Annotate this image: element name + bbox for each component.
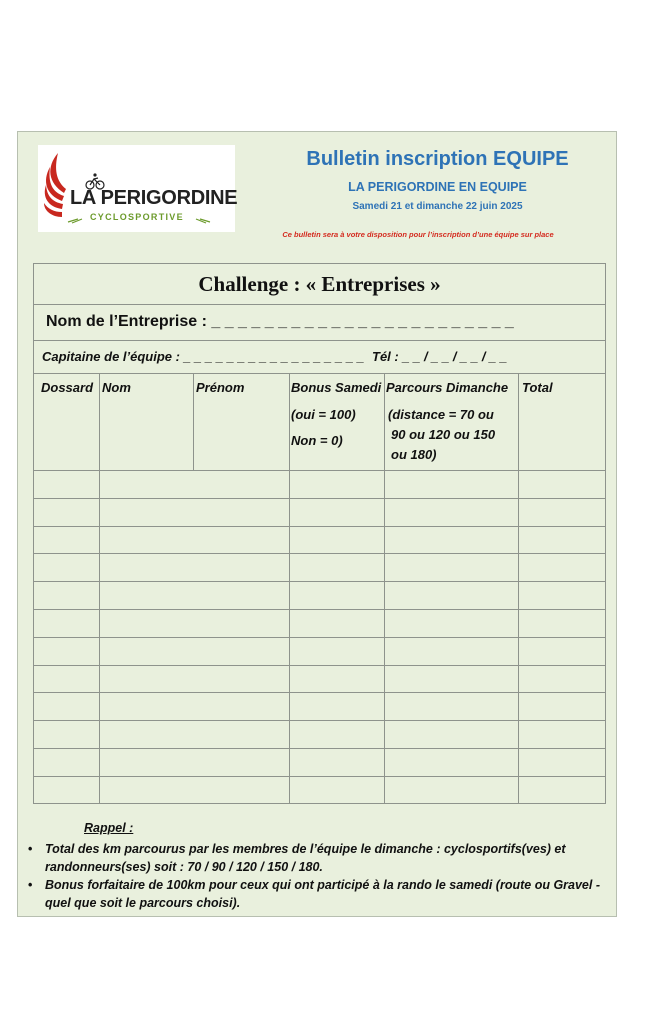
event-dates: Samedi 21 et dimanche 22 juin 2025 (352, 201, 523, 212)
table-row[interactable] (34, 776, 605, 777)
reminder-text: Total des km parcourus par les membres de l’équipe le dimanche : cyclosportifs(ves) et randonneurs(ses) soit : 70 / 90 / 120 / 150 / 180. (45, 842, 566, 874)
table-row[interactable] (34, 553, 605, 554)
table-row[interactable] (34, 609, 605, 610)
perigordine-logo (38, 145, 238, 232)
header-nom: Nom (102, 380, 131, 395)
col-divider (193, 373, 194, 470)
header-bonus-samedi: Bonus Samedi (291, 380, 382, 395)
bullet-icon: • (28, 842, 33, 856)
captain-field[interactable]: Capitaine de l’équipe : _ _ _ _ _ _ _ _ _ _ _ _ _ _ _ _ _ (42, 349, 365, 364)
header-dossard: Dossard (41, 380, 94, 395)
team-registration-form (33, 263, 606, 804)
col-divider (384, 373, 385, 803)
table-row[interactable] (34, 470, 605, 471)
table-row[interactable] (34, 526, 605, 527)
logo-subtitle: CYCLOSPORTIVE (90, 212, 184, 222)
table-row[interactable] (34, 581, 605, 582)
reminder-list (28, 840, 613, 912)
page-title: Bulletin inscription EQUIPE (306, 148, 569, 170)
event-name: LA PERIGORDINE EN EQUIPE (348, 180, 527, 194)
header-bonus-non: Non = 0) (291, 433, 343, 448)
reminder-title: Rappel : (84, 821, 134, 835)
challenge-title: Challenge : « Entreprises » (34, 264, 605, 305)
col-divider (99, 373, 100, 803)
phone-field[interactable]: Tél : _ _ / _ _ / _ _ / _ _ (372, 349, 508, 364)
header-parcours-line1: (distance = 70 ou (388, 407, 494, 422)
header-parcours-line3: ou 180) (391, 447, 437, 462)
header-total: Total (522, 380, 553, 395)
bullet-icon: • (28, 878, 33, 892)
header-parcours-line2: 90 ou 120 ou 150 (391, 427, 496, 442)
col-divider (518, 373, 519, 803)
company-name-field[interactable] (34, 304, 605, 341)
team-members-table (34, 373, 605, 803)
header-prenom: Prénom (196, 380, 245, 395)
col-divider (289, 373, 290, 803)
table-row[interactable] (34, 720, 605, 721)
company-name-label: Nom de l’Entreprise : _ _ _ _ _ _ _ _ _ _ _ _ _ _ _ _ _ _ _ _ _ _ _ (46, 313, 514, 330)
availability-note: Ce bulletin sera à votre disposition pour l’inscription d’une équipe sur place (282, 230, 554, 239)
table-row[interactable] (34, 637, 605, 638)
reminder-item (28, 876, 613, 912)
reminder-item (28, 840, 613, 876)
logo-title: LA PERIGORDINE (70, 187, 238, 209)
captain-row (34, 340, 605, 374)
table-row[interactable] (34, 665, 605, 666)
header-parcours-dimanche: Parcours Dimanche (386, 380, 509, 395)
table-row[interactable] (34, 498, 605, 499)
table-row[interactable] (34, 748, 605, 749)
reminder-text: Bonus forfaitaire de 100km pour ceux qui ont participé à la rando le samedi (route ou Gravel - quel que soit le parcours choisi). (45, 878, 600, 910)
header-bonus-oui: (oui = 100) (291, 407, 356, 422)
table-row[interactable] (34, 692, 605, 693)
